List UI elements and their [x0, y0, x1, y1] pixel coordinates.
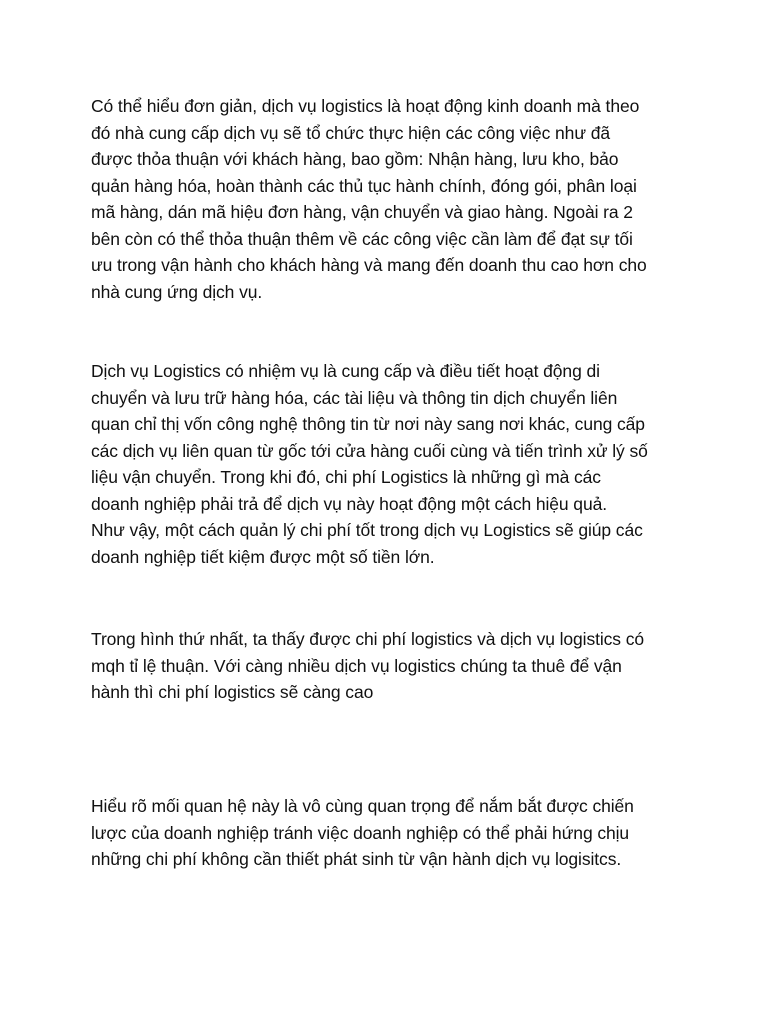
text-line: liệu vận chuyển. Trong khi đó, chi phí Logistics là những gì mà các: [91, 467, 601, 487]
text-line: ưu trong vận hành cho khách hàng và mang đến doanh thu cao hơn cho: [91, 255, 647, 275]
text-line: mqh tỉ lệ thuận. Với càng nhiều dịch vụ logistics chúng ta thuê để vận: [91, 655, 622, 676]
text-line: Hiểu rõ mối quan hệ này là vô cùng quan trọng để nắm bắt được chiến: [91, 796, 634, 816]
text-line: hành thì chi phí logistics sẽ càng cao: [91, 682, 374, 702]
text-line: Có thể hiểu đơn giản, dịch vụ logistics là hoạt động kinh doanh mà theo: [91, 96, 640, 116]
text-line: bên còn có thể thỏa thuận thêm về các công việc cần làm để đạt sự tối: [91, 228, 633, 249]
text-line: quan chỉ thị vốn công nghệ thông tin từ nơi này sang nơi khác, cung cấp: [91, 414, 645, 434]
text-line: các dịch vụ liên quan từ gốc tới cửa hàng cuối cùng và tiến trình xử lý số: [91, 440, 648, 461]
text-line: Dịch vụ Logistics có nhiệm vụ là cung cấp và điều tiết hoạt động di: [91, 361, 600, 381]
text-line: chuyển và lưu trữ hàng hóa, các tài liệu và thông tin dịch chuyển liên: [91, 387, 618, 408]
paragraph-logistics-tasks: [91, 358, 691, 570]
paragraph-conclusion: [91, 793, 691, 873]
text-line: doanh nghiệp phải trả để dịch vụ này hoạt động một cách hiệu quả.: [91, 493, 607, 514]
text-line: những chi phí không cần thiết phát sinh từ vận hành dịch vụ logisitcs.: [91, 849, 622, 869]
text-line: mã hàng, dán mã hiệu đơn hàng, vận chuyển và giao hàng. Ngoài ra 2: [91, 202, 633, 222]
text-line: được thỏa thuận với khách hàng, bao gồm: Nhận hàng, lưu kho, bảo: [91, 149, 619, 169]
text-line: Trong hình thứ nhất, ta thấy được chi phí logistics và dịch vụ logistics có: [91, 629, 645, 649]
paragraph-logistics-definition: [91, 93, 691, 305]
text-line: lược của doanh nghiệp tránh việc doanh nghiệp có thể phải hứng chịu: [91, 822, 630, 843]
text-line: quản hàng hóa, hoàn thành các thủ tục hành chính, đóng gói, phân loại: [91, 175, 637, 196]
text-line: Như vậy, một cách quản lý chi phí tốt trong dịch vụ Logistics sẽ giúp các: [91, 520, 643, 540]
paragraph-figure-observation: [91, 626, 691, 706]
text-line: doanh nghiệp tiết kiệm được một số tiền lớn.: [91, 546, 435, 567]
text-line: đó nhà cung cấp dịch vụ sẽ tổ chức thực hiện các công việc như đã: [91, 122, 610, 143]
text-line: nhà cung ứng dịch vụ.: [91, 281, 263, 302]
